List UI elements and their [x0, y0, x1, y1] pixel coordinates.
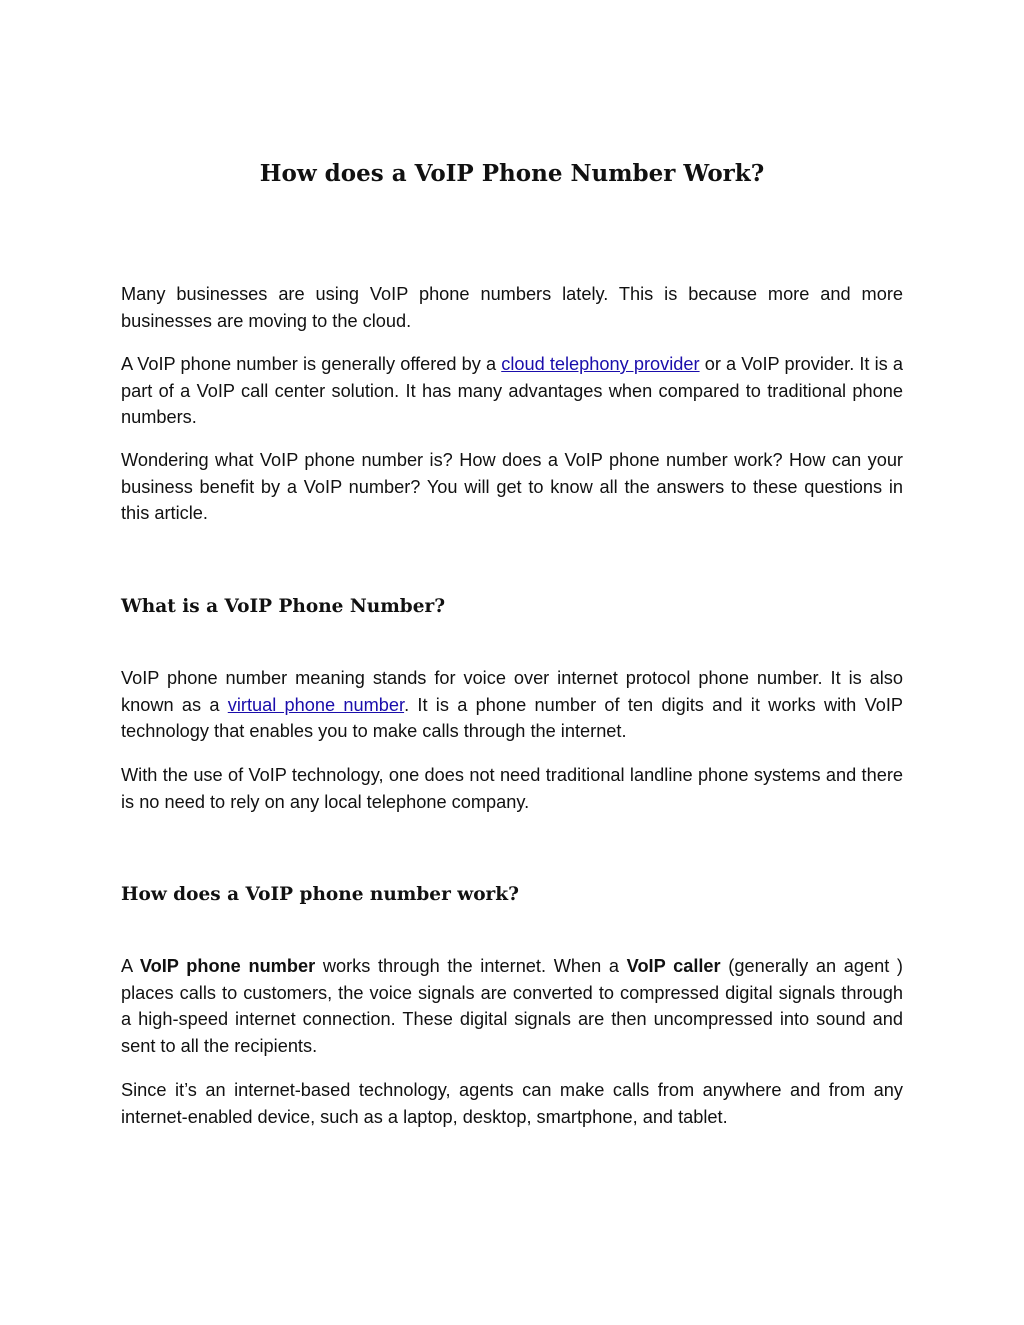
voip-phone-number-bold: VoIP phone number [139, 956, 316, 976]
document-title: How does a VoIP Phone Number Work? [259, 160, 765, 187]
cloud-telephony-provider-link[interactable]: cloud telephony provider [501, 354, 700, 374]
section-heading-what-is-voip: What is a VoIP Phone Number? [121, 596, 446, 617]
intro-paragraph-1: Many businesses are using VoIP phone numbers lately. This is because more and more businesses are moving to the cloud. [121, 284, 903, 331]
section2-paragraph-1-text-c: (generally an agent ) places calls to customers, the voice signals are converted to compressed digital signals through a high-speed internet connection. These digital signals are then uncompressed into sound and sent to all the recipients. [121, 956, 903, 1056]
intro-paragraph-2-text-start: A VoIP phone number is generally offered by a [121, 354, 502, 374]
voip-caller-bold: VoIP caller [626, 956, 721, 976]
section1-paragraph-1 [121, 665, 903, 745]
intro-paragraph-2-text-end: or a VoIP provider. It is a part of a VoIP call center solution. It has many advantages when compared to traditional phone numbers. [121, 354, 904, 428]
section1-paragraph-1-text-end: . It is a phone number of ten digits and it works with VoIP technology that enables you to make calls through the internet. [121, 694, 904, 742]
section1-paragraph-1-text-start: VoIP phone number meaning stands for voice over internet protocol phone number. It is also known as a [121, 668, 903, 715]
section2-paragraph-1-text-a: A [121, 956, 140, 976]
virtual-phone-number-link[interactable]: virtual phone number [227, 694, 405, 715]
section-heading-how-voip-works: How does a VoIP phone number work? [121, 884, 519, 905]
section2-paragraph-1 [121, 953, 903, 1059]
intro-paragraph-2 [121, 351, 903, 431]
intro-paragraph-3: Wondering what VoIP phone number is? How does a VoIP phone number work? How can your business benefit by a VoIP number? You will get to know all the answers to these questions in this article. [121, 450, 903, 524]
section1-paragraph-2: With the use of VoIP technology, one does not need traditional landline phone systems and there is no need to rely on any local telephone company. [121, 765, 903, 812]
section2-paragraph-2: Since it’s an internet-based technology, agents can make calls from anywhere and from any internet-enabled device, such as a laptop, desktop, smartphone, and tablet. [121, 1080, 903, 1127]
section2-paragraph-1-text-b: works through the internet. When a [315, 956, 627, 976]
